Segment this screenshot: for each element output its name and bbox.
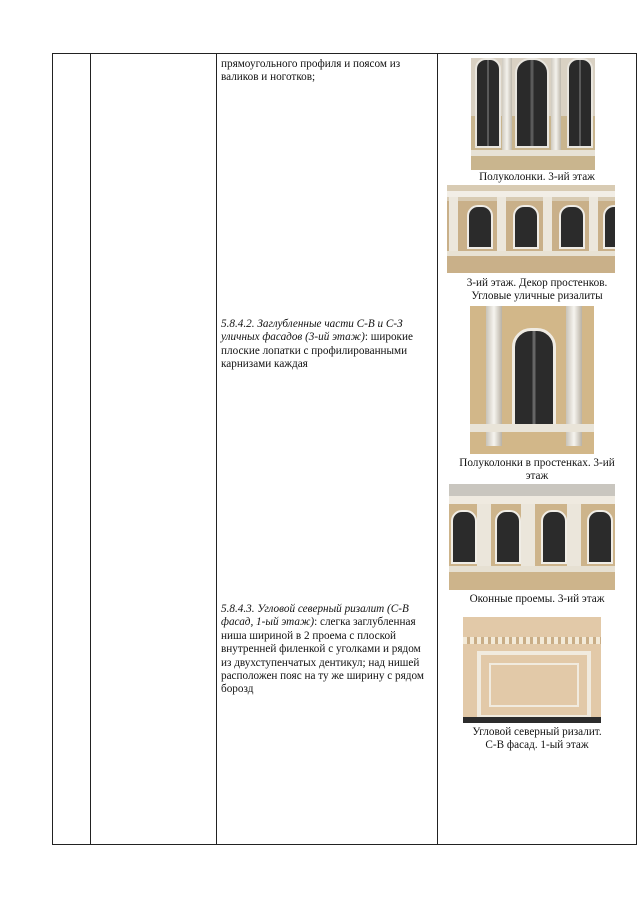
column-divider-1: [90, 53, 91, 845]
caption-photo-5-line-2: С-В фасад. 1-ый этаж: [485, 739, 589, 751]
caption-photo-5-line-1: Угловой северный ризалит.: [472, 726, 602, 738]
table-top-border: [52, 53, 637, 54]
caption-photo-3: [440, 457, 634, 483]
description-row-2: [221, 318, 433, 372]
description-row-3: [221, 603, 433, 697]
caption-photo-3-line-1: Полуколонки в простенках. 3-ий: [459, 457, 615, 469]
caption-photo-5: [440, 726, 634, 752]
description-row-1: прямоугольного профиля и поясом из валиков и ноготков;: [221, 58, 401, 84]
caption-photo-2-line-2: Угловые уличные ризалиты: [471, 290, 603, 302]
caption-photo-2: [440, 277, 634, 303]
column-divider-3: [437, 53, 438, 845]
photo-pier-decor-3rd-floor: [447, 185, 615, 273]
table-right-border: [636, 53, 637, 845]
photo-window-openings-3rd-floor: [449, 484, 615, 590]
photo-north-corner-risalit: [463, 617, 601, 723]
section-title-5-8-4-2: 5.8.4.2. Заглубленные части С-В и С-З уличных фасадов (3-ий этаж): [221, 318, 403, 344]
table-left-border: [52, 53, 53, 845]
table-bottom-border: [52, 844, 637, 845]
photo-half-columns-in-piers: [470, 306, 594, 454]
caption-photo-4: Оконные проемы. 3-ий этаж: [469, 593, 605, 605]
section-title-5-8-4-3: 5.8.4.3. Угловой северный ризалит (С-В фасад, 1-ый этаж): [221, 603, 409, 629]
section-body-5-8-4-3: : слегка заглубленная ниша шириной в 2 проема с плоской внутренней филенкой с уголками и рядом из двухступенчатых дентикул; над нишей расположен пояс на ту же ширину с рядом борозд: [221, 616, 424, 696]
section-body-5-8-4-2: : широкие плоские лопатки с профилированными карнизами каждая: [221, 331, 413, 371]
caption-photo-2-line-1: 3-ий этаж. Декор простенков.: [466, 277, 608, 289]
caption-photo-3-line-2: этаж: [525, 470, 549, 482]
column-divider-2: [216, 53, 217, 845]
caption-photo-1: Полуколонки. 3-ий этаж: [479, 171, 595, 183]
photo-half-columns-3rd-floor: [471, 58, 595, 170]
